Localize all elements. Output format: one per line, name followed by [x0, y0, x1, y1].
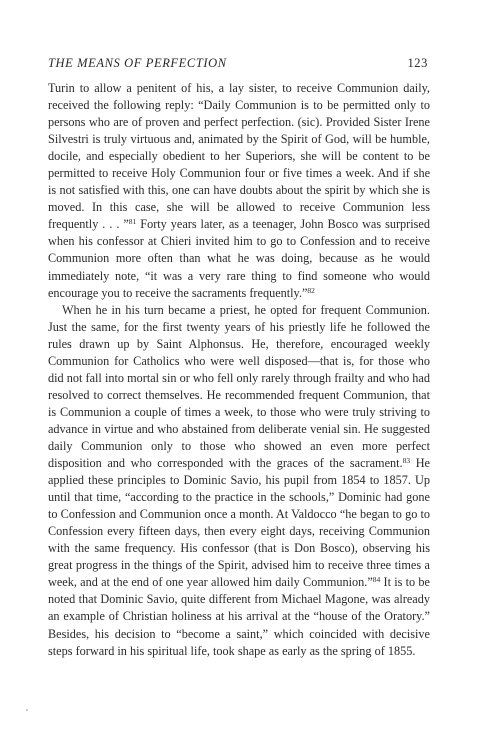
- footnote-ref: 83: [402, 456, 411, 466]
- text-run: It is to be noted that Dominic Savio, quite different from Michael Magone, was already an example of Christian holiness at his arrival at the “house of the Oratory.” Besides, his decision to “become a saint,” which coincided with decisive steps forward in his spiritual life, took shape as early as the spring of 1855.: [48, 575, 430, 658]
- running-head: [48, 56, 428, 71]
- text-run: He applied these principles to Dominic Savio, his pupil from 1854 to 1857. Up until that time, “according to the practice in the schools,” Dominic had gone to Confession and Communion once a month. At Valdocco “he began to go to Confession every fifteen days, then every eight days, receiving Communion with the same frequency. His confessor (that is Don Bosco), observing his great progress in the things of the Spirit, advised him to receive three times a week, and at the end of one year allowed him daily Communion.”: [48, 456, 430, 590]
- page-number: 123: [407, 56, 428, 70]
- text-run: Forty years later, as a teenager, John Bosco was surprised when his confessor at Chieri invited him to go to Confession and to receive Communion more often than what he was doing, because as he would immediately note, “it was a very rare thing to find someone who would encourage you to receive the sacraments frequently.”: [48, 217, 430, 300]
- text-run: Turin to allow a penitent of his, a lay sister, to receive Communion daily, received the following reply: “Daily Communion is to be permitted only to persons who are of proven and perfect perfection. (sic). Provided Sister Irene Silvestri is truly virtuous and, animated by the Spirit of God, will be humble, docile, and especially obedient to her Superiors, she will be content to be permitted to receive Holy Communion four or five times a week. And if she is not satisfied with this, one can have doubts about the spirit by which she is moved. In this case, she will be allowed to receive Communion less frequently . . . ”: [48, 81, 430, 232]
- footnote-ref: 84: [372, 575, 381, 585]
- paragraph: [48, 80, 430, 302]
- running-title: THE MEANS OF PERFECTION: [48, 56, 227, 70]
- footnote-ref: 81: [128, 217, 137, 227]
- text-run: When he in his turn became a priest, he opted for frequent Communion. Just the same, for the first twenty years of his priestly life he followed the rules drawn up by Saint Alphonsus. He, therefore, encouraged weekly Communion for Catholics who were well disposed—that is, for those who did not fall into mortal sin or who fell only rarely through frailty and who had resolved to correct themselves. He recommended frequent Communion, that is Communion a couple of times a week, to those who were truly striving to advance in virtue and who abstained from deliberate venial sin. He suggested daily Communion only to those who showed an even more perfect disposition and who corresponded with the graces of the sacrament.: [48, 302, 430, 471]
- footnote-ref: 82: [307, 285, 315, 295]
- scan-speck: [26, 709, 28, 711]
- body-text: [48, 80, 430, 660]
- paragraph: [48, 302, 430, 660]
